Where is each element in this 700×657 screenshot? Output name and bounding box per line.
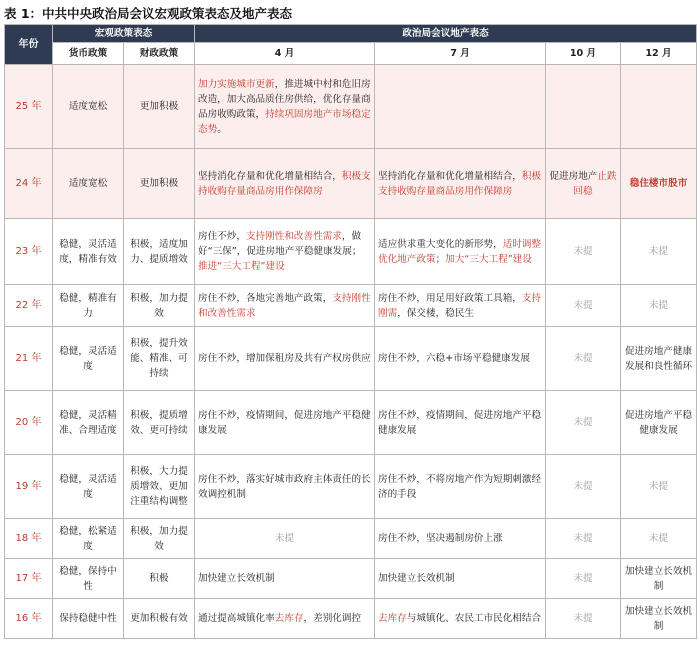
table-row [5,455,697,519]
apr-cell [195,559,375,599]
oct-cell [546,285,621,327]
policy-text: 加快建立长效机制 [198,573,275,584]
header-macro-group: 宏观政策表态 [53,25,195,43]
dec-cell [621,65,697,149]
fiscal-cell: 积极，适度加力、提质增效 [124,219,195,285]
header-fiscal: 财政政策 [124,43,195,65]
year-cell: 22 年 [5,285,53,327]
apr-cell [195,65,375,149]
table-row [5,285,697,327]
jul-cell [375,559,546,599]
highlight-text: 加大“三大工程”建设 [445,253,532,265]
highlight-text: 支持刚性和改善性需求 [198,292,371,319]
year-cell: 25 年 [5,65,53,149]
year-cell: 17 年 [5,559,53,599]
oct-cell [546,599,621,639]
monetary-cell: 稳健，灵活适度，精准有效 [53,219,124,285]
header-estate-group: 政治局会议地产表态 [195,25,697,43]
apr-cell [195,455,375,519]
policy-text: 与城镇化、农民工市民化相结合 [406,613,542,624]
table-row [5,219,697,285]
fiscal-cell: 积极，提质增效、更可持续 [124,391,195,455]
oct-cell [546,519,621,559]
not-mentioned-text: 未提 [648,481,669,492]
monetary-cell: 稳健，灵活精准、合理适度 [53,391,124,455]
year-cell: 18 年 [5,519,53,559]
apr-cell [195,149,375,219]
year-cell: 19 年 [5,455,53,519]
year-cell: 21 年 [5,327,53,391]
policy-text: 。 [217,123,227,135]
fiscal-cell: 积极，提升效能、精准、可持续 [124,327,195,391]
apr-cell [195,519,375,559]
policy-text: ，差别化调控 [303,613,362,624]
fiscal-cell: 积极 [124,559,195,599]
highlight-text: 适时调整优化地产政策 [378,238,542,265]
table-row [5,391,697,455]
policy-text: 坚持消化存量和优化增量相结合， [378,170,522,182]
highlight-text: 支持刚性和改善性需求 [245,231,342,242]
table-row [5,519,697,559]
oct-cell [546,327,621,391]
policy-text: 促进房地产 [549,170,598,182]
dec-cell [621,327,697,391]
not-mentioned-text: 未提 [274,533,295,544]
not-mentioned-text: 未提 [648,300,669,311]
year-cell: 23 年 [5,219,53,285]
jul-cell [375,391,546,455]
highlight-text: 止跌回稳 [573,170,617,197]
table-row [5,599,697,639]
oct-cell [546,559,621,599]
highlight-text: 去库存 [274,613,304,624]
apr-cell [195,599,375,639]
policy-text: 房住不炒，六稳+市场平稳健康发展 [378,353,530,364]
jul-cell [375,327,546,391]
jul-cell [375,65,546,149]
monetary-cell: 稳健，精准有力 [53,285,124,327]
monetary-cell: 稳健，灵活适度 [53,455,124,519]
oct-cell [546,149,621,219]
jul-cell [375,285,546,327]
apr-cell [195,285,375,327]
fiscal-cell: 积极，大力提质增效、更加注重结构调整 [124,455,195,519]
header-jul: 7 月 [375,43,546,65]
policy-text: 通过提高城镇化率 [198,613,275,624]
oct-cell [546,455,621,519]
policy-text: 促进房地产平稳健康发展 [624,409,693,436]
header-year: 年份 [5,25,53,65]
not-mentioned-text: 未提 [573,300,593,311]
policy-text: ，保交楼，稳民生 [397,307,474,319]
highlight-text: 积极支持收购存量商品房用作保障房 [198,170,371,197]
policy-text: 房住不炒，不将房地产作为短期刺激经济的手段 [378,473,542,500]
apr-cell [195,327,375,391]
table-row [5,559,697,599]
policy-text: 房住不炒，坚决遏制房价上涨 [378,533,503,544]
policy-text: 加快建立长效机制 [624,565,693,592]
apr-cell [195,391,375,455]
not-mentioned-text: 未提 [573,481,593,492]
monetary-cell: 适度宽松 [53,149,124,219]
dec-cell [621,599,697,639]
oct-cell [546,65,621,149]
fiscal-cell: 更加积极 [124,65,195,149]
highlight-text: 支持刚需 [378,292,542,319]
dec-cell [621,455,697,519]
fiscal-cell: 积极，加力提效 [124,285,195,327]
policy-text: ； [435,253,446,265]
dec-cell [621,519,697,559]
table-row [5,327,697,391]
header-monetary: 货币政策 [53,43,124,65]
oct-cell [546,219,621,285]
policy-text: 房住不炒，各地完善地产政策， [198,292,333,304]
apr-cell [195,219,375,285]
policy-text: 房住不炒， [198,231,246,242]
highlight-text: 加力实施城市更新 [198,78,275,90]
jul-cell [375,599,546,639]
monetary-cell: 保持稳健中性 [53,599,124,639]
highlight-text: 稳住楼市股市 [629,178,688,189]
header-apr: 4 月 [195,43,375,65]
not-mentioned-text: 未提 [573,533,593,544]
policy-text: 促进房地产健康发展和良性循环 [624,345,693,372]
dec-cell [621,149,697,219]
not-mentioned-text: 未提 [573,573,593,584]
year-cell: 16 年 [5,599,53,639]
dec-cell [621,559,697,599]
year-cell: 20 年 [5,391,53,455]
not-mentioned-text: 未提 [648,533,669,544]
highlight-text: 持续巩固房地产市场稳定态势 [198,108,371,135]
policy-text: 房住不炒，落实好城市政府主体责任的长效调控机制 [198,473,371,500]
policy-text: 坚持消化存量和优化增量相结合， [198,170,342,182]
table-title: 表 1：中共中央政治局会议宏观政策表态及地产表态 [4,6,293,21]
table-row [5,149,697,219]
fiscal-cell: 更加积极有效 [124,599,195,639]
policy-text: ，推进城中村和危旧房改造，加大高品质住房供给，优化存量商品房收购政策， [198,78,371,120]
policy-text: 加快建立长效机制 [378,573,455,584]
header-oct: 10 月 [546,43,621,65]
fiscal-cell: 积极，加力提效 [124,519,195,559]
table-row [5,65,697,149]
policy-text: 房住不炒，用足用好政策工具箱， [378,292,522,304]
policy-text: 房住不炒，疫情期间，促进房地产平稳健康发展 [378,409,542,436]
monetary-cell: 稳健，松紧适度 [53,519,124,559]
policy-text: 房住不炒，增加保租房及共有产权房供应 [198,353,371,364]
monetary-cell: 适度宽松 [53,65,124,149]
dec-cell [621,285,697,327]
policy-text: 房住不炒，疫情期间，促进房地产平稳健康发展 [198,409,371,436]
policy-text: 适应供求重大变化的新形势， [378,238,503,250]
dec-cell [621,391,697,455]
highlight-text: 推进“三大工程”建设 [198,261,285,272]
oct-cell [546,391,621,455]
jul-cell [375,519,546,559]
highlight-text: 去库存 [378,613,407,624]
year-cell: 24 年 [5,149,53,219]
highlight-text: 积极支持收购存量商品房用作保障房 [378,170,542,197]
not-mentioned-text: 未提 [573,613,593,624]
monetary-cell: 稳健，灵活适度 [53,327,124,391]
fiscal-cell: 更加积极 [124,149,195,219]
policy-text: 加快建立长效机制 [624,605,693,632]
not-mentioned-text: 未提 [573,353,593,364]
not-mentioned-text: 未提 [648,246,669,257]
not-mentioned-text: 未提 [573,417,593,428]
dec-cell [621,219,697,285]
monetary-cell: 稳健，保持中性 [53,559,124,599]
policy-text: ，做好“三保”，促进房地产平稳健康发展； [198,231,362,257]
jul-cell [375,149,546,219]
not-mentioned-text: 未提 [573,246,593,257]
header-dec: 12 月 [621,43,697,65]
jul-cell [375,455,546,519]
jul-cell [375,219,546,285]
policy-table [4,24,697,639]
